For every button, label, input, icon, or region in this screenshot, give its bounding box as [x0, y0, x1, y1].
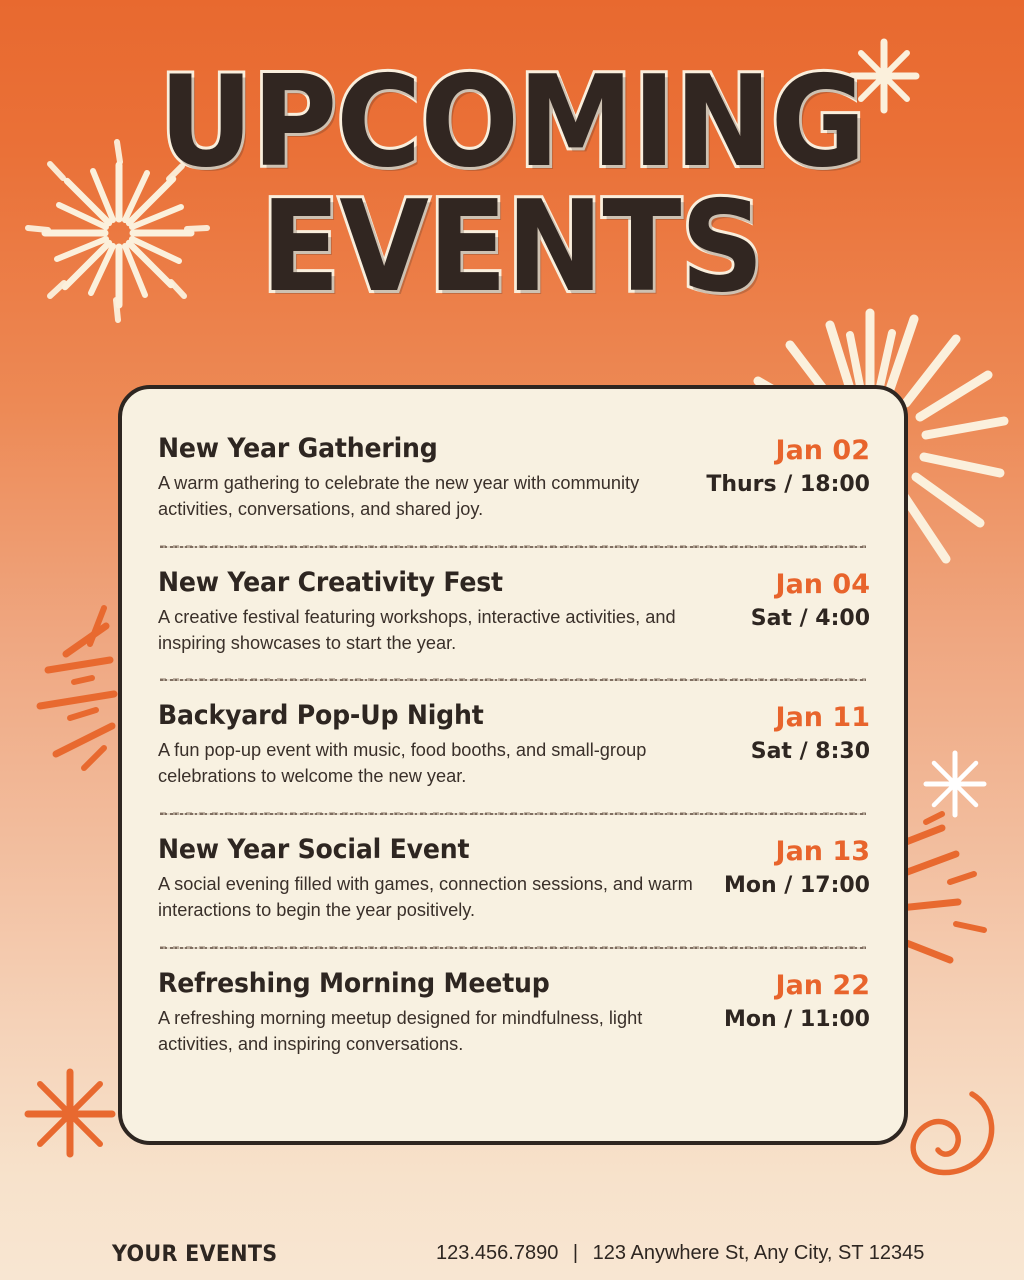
- footer-phone: 123.456.7890: [436, 1242, 559, 1264]
- event-details: [158, 433, 688, 523]
- event-details: [158, 700, 733, 790]
- title-line-upcoming: UPCOMING: [158, 48, 865, 195]
- ray-lines-icon: [898, 820, 1024, 980]
- event-date: Jan 11: [775, 702, 870, 734]
- event-title: New Year Gathering: [158, 433, 438, 464]
- event-title: Backyard Pop-Up Night: [158, 700, 484, 732]
- event-divider: [160, 539, 866, 553]
- event-time: Sat / 4:00: [750, 605, 870, 631]
- event-item[interactable]: [158, 700, 870, 790]
- footer-separator: |: [572, 1242, 579, 1264]
- event-schedule: [706, 433, 870, 497]
- event-divider: [160, 940, 866, 954]
- footer-brand: YOUR EVENTS: [112, 1242, 278, 1267]
- sparkle-star-icon: [920, 745, 990, 823]
- event-title: Refreshing Morning Meetup: [158, 967, 550, 999]
- event-schedule: [751, 567, 870, 631]
- events-card: [118, 385, 908, 1145]
- event-description: A refreshing morning meetup designed for mindfulness, light activities, and inspiring conversations.: [158, 1007, 643, 1054]
- event-description: A warm gathering to celebrate the new year with community activities, conversations, and shared joy.: [158, 473, 640, 519]
- event-schedule: [724, 968, 870, 1032]
- event-description: A creative festival featuring workshops, interactive activities, and inspiring showcases to start the year.: [158, 606, 676, 653]
- event-title: New Year Creativity Fest: [158, 566, 503, 598]
- event-time: Mon / 17:00: [723, 873, 870, 899]
- footer-address: 123 Anywhere St, Any City, ST 12345: [592, 1242, 925, 1264]
- event-title: New Year Social Event: [158, 834, 470, 866]
- title-line-events: EVENTS: [260, 172, 764, 320]
- event-time: Thurs / 18:00: [706, 472, 870, 497]
- event-schedule: [724, 834, 870, 898]
- event-details: [158, 968, 706, 1058]
- event-description: A social evening filled with games, connection sessions, and warm interactions to begin the year positively.: [158, 874, 693, 920]
- event-details: [158, 834, 706, 924]
- event-divider: [160, 806, 866, 820]
- event-date: Jan 13: [775, 836, 870, 868]
- event-item[interactable]: [158, 433, 870, 523]
- event-divider: [160, 672, 866, 686]
- spiral-swirl-icon: [900, 1088, 1010, 1198]
- event-schedule: [751, 700, 870, 764]
- event-time: Sat / 8:30: [750, 739, 870, 765]
- event-date: Jan 22: [775, 969, 870, 1001]
- poster-title: [0, 48, 1024, 320]
- event-item[interactable]: [158, 567, 870, 657]
- event-description: A fun pop-up event with music, food booths, and small-group celebrations to welcome the new year.: [158, 740, 647, 787]
- event-date: Jan 02: [775, 435, 870, 466]
- event-time: Mon / 11:00: [723, 1006, 870, 1032]
- sparkle-star-icon: [18, 1058, 122, 1168]
- footer-contact: [436, 1242, 924, 1265]
- event-item[interactable]: [158, 834, 870, 924]
- event-item[interactable]: [158, 968, 870, 1058]
- event-details: [158, 567, 733, 657]
- event-date: Jan 04: [775, 568, 870, 600]
